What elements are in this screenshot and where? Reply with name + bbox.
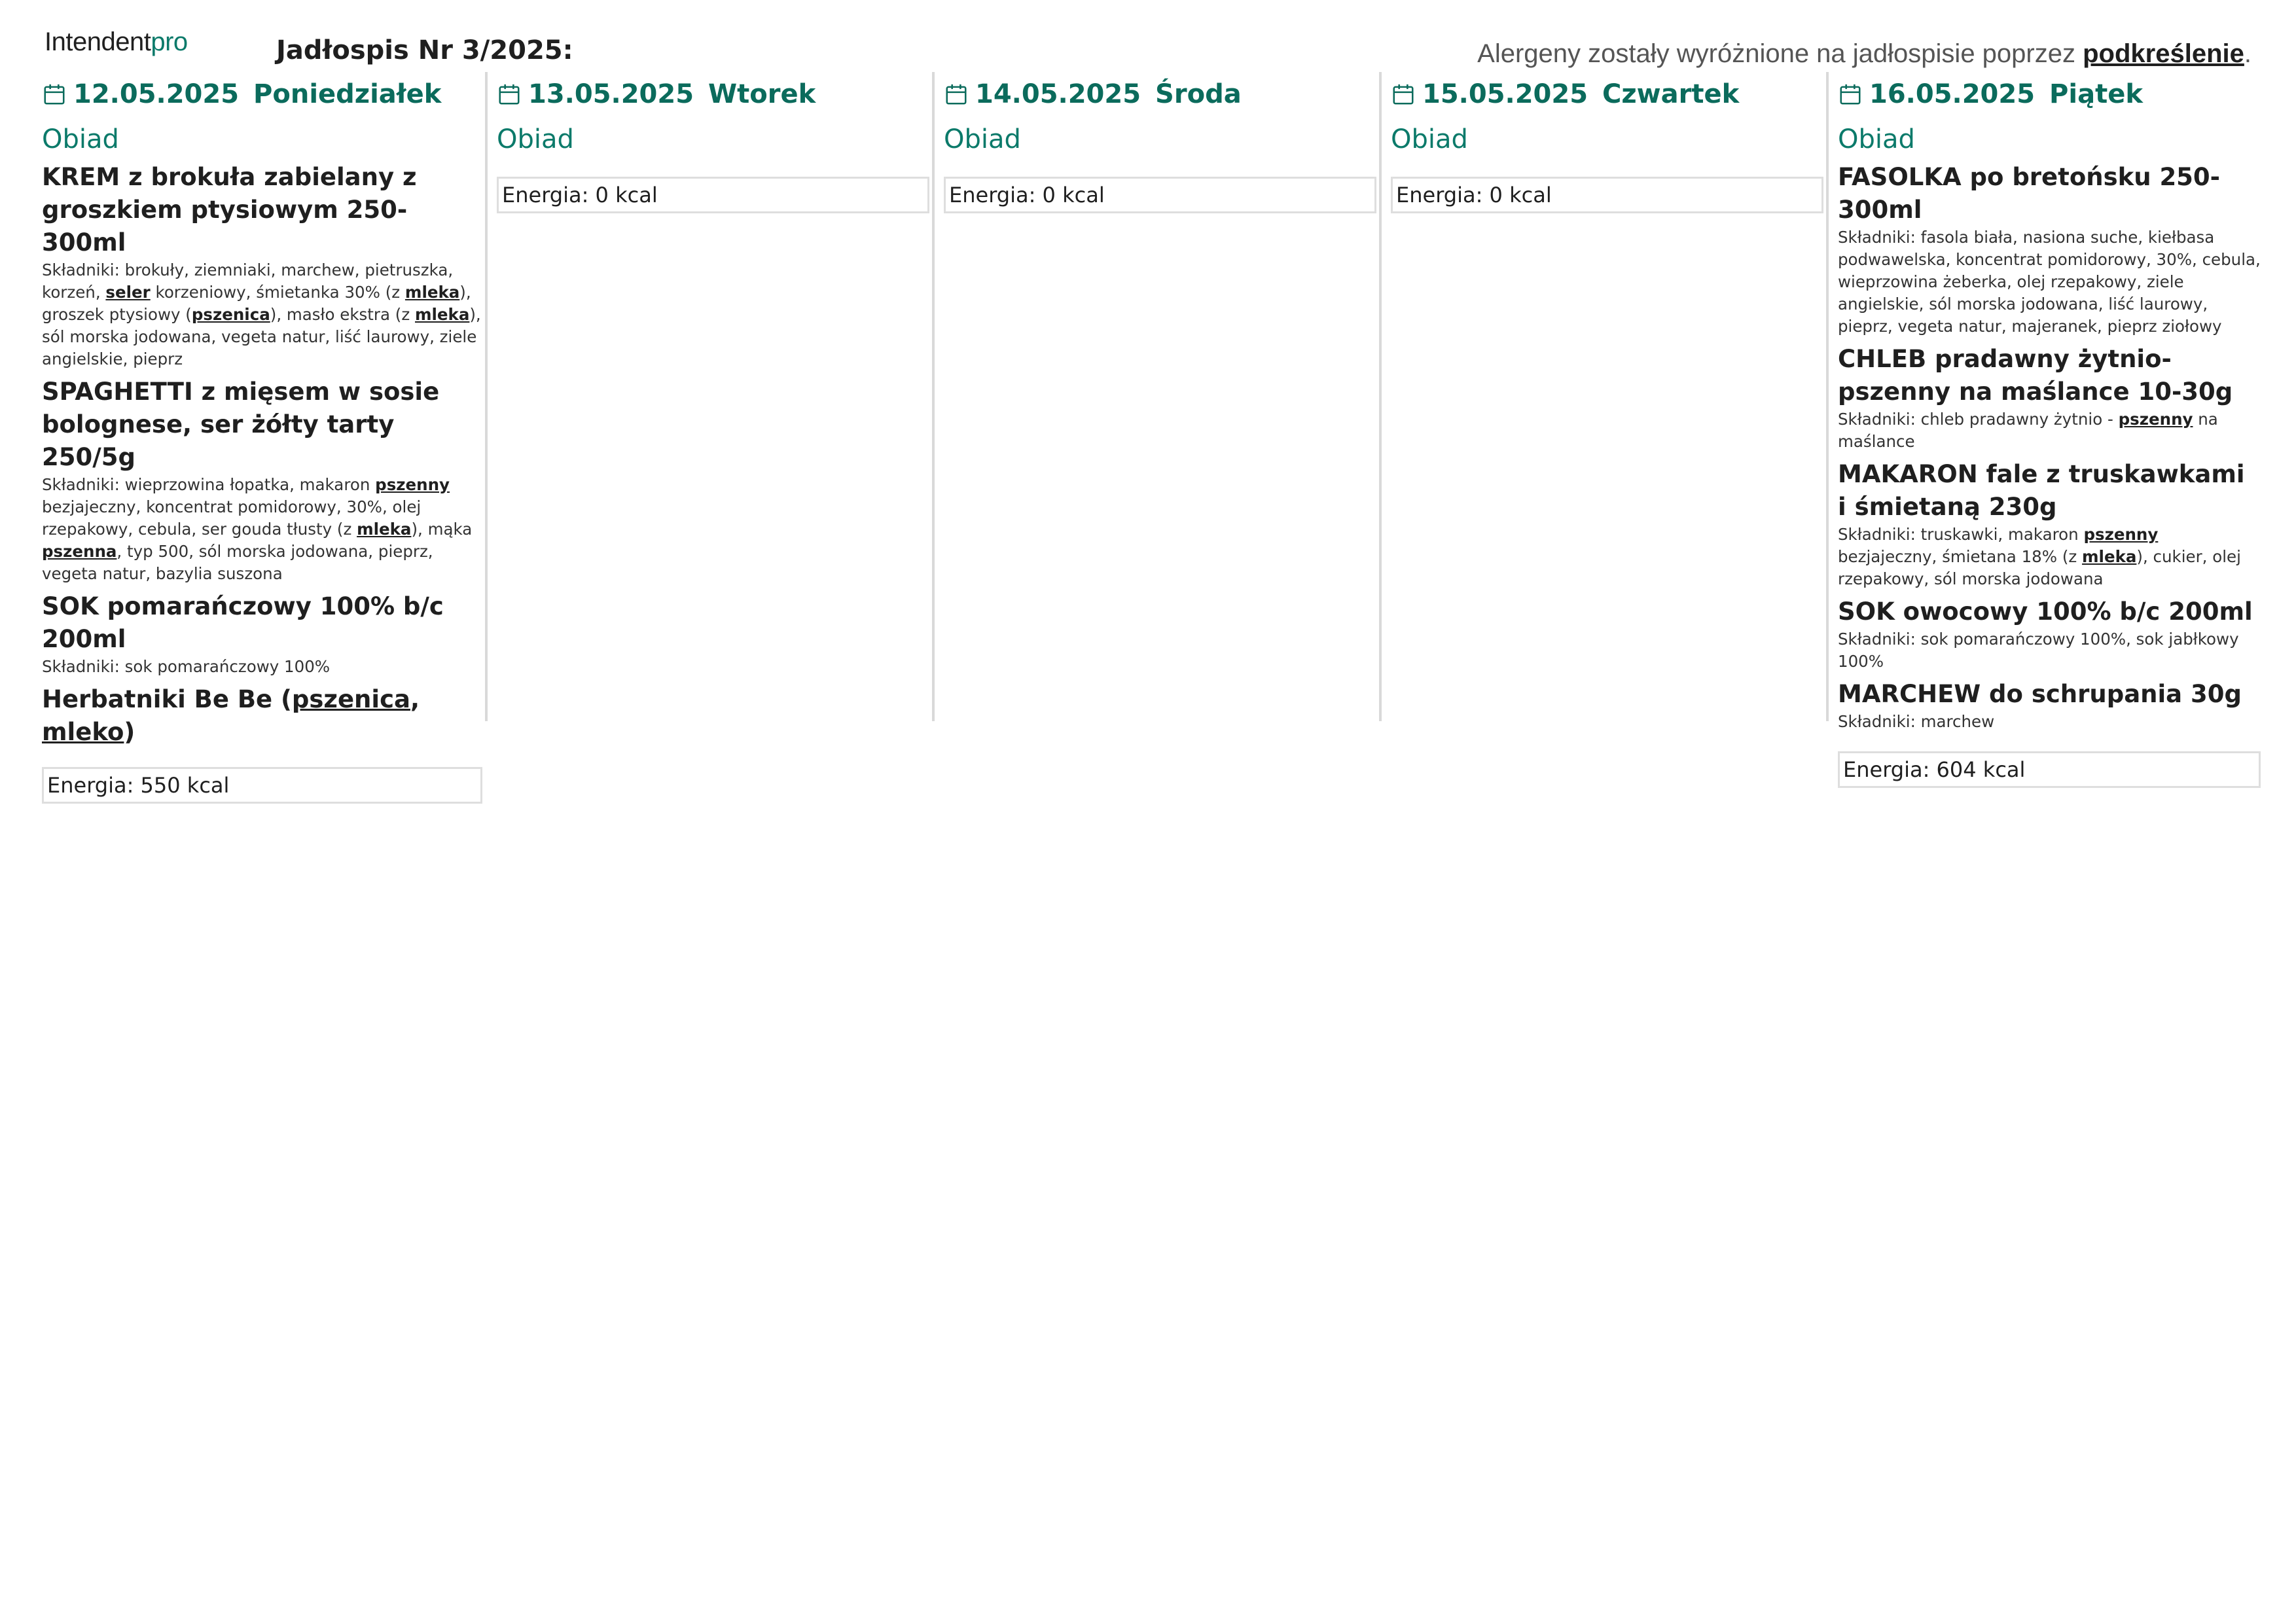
allergen-highlight: pszenny [2083, 525, 2159, 544]
day-name: Poniedziałek [253, 79, 442, 109]
dish-ingredients [1838, 628, 2261, 673]
dish-name [1838, 678, 2261, 711]
energy-box [944, 177, 1376, 213]
dish-name [1838, 161, 2261, 226]
meal-label: Obiad [1391, 124, 1468, 154]
ingredients-text: Składniki: fasola biała, nasiona suche, kiełbasa podwawelska, koncentrat pomidorowy, 30%, cebula, wieprzowina żeberka, olej rzepakowy, ziele angielskie, sól morska jodowana, liść laurowy, pieprz, vegeta natur, majeranek, pieprz ziołowy [1838, 228, 2261, 336]
day-name: Środa [1155, 79, 1242, 109]
energy-label: Energia: [47, 773, 134, 798]
allergen-highlight: mleko [42, 718, 124, 746]
dish-item [1838, 458, 2261, 590]
ingredients-text: , typ 500, sól morska jodowana, pieprz, vegeta natur, bazylia suszona [42, 542, 433, 583]
dish-name-text: KREM z brokuła zabielany z groszkiem ptysiowym 250-300ml [42, 163, 417, 257]
dish-item [42, 376, 482, 585]
dish-item [42, 590, 482, 678]
ingredients-text: Składniki: marchew [1838, 712, 1995, 731]
dish-name [42, 590, 482, 656]
dish-name-text: FASOLKA po bretońsku 250-300ml [1838, 163, 2221, 224]
energy-box [1391, 177, 1823, 213]
calendar-icon [944, 82, 969, 107]
dish-name-text: , [410, 685, 420, 713]
ingredients-text: Składniki: chleb pradawny żytnio - [1838, 410, 2119, 429]
meal-label: Obiad [1838, 124, 1915, 154]
day-column [41, 72, 488, 798]
logo-main: Intendent [45, 27, 151, 56]
ingredients-text: ), cukier, olej rzepakowy, sól morska jodowana [1838, 547, 2241, 588]
day-column [1829, 72, 2263, 782]
dish-item [1838, 678, 2261, 733]
energy-value: 0 kcal [595, 183, 658, 207]
energy-value: 0 kcal [1489, 183, 1552, 207]
dish-name [42, 161, 482, 259]
dish-name-text: Herbatniki Be Be ( [42, 685, 292, 713]
dish-name-text: MARCHEW do schrupania 30g [1838, 680, 2242, 708]
day-header [944, 76, 1376, 113]
calendar-icon [42, 82, 67, 107]
day-header [1391, 76, 1823, 113]
meal-label: Obiad [497, 124, 574, 154]
ingredients-text: korzeniowy, śmietanka 30% (z [150, 283, 405, 302]
day-column [935, 72, 1382, 721]
dish-name [42, 683, 482, 749]
ingredients-text: ), mąka [411, 520, 473, 539]
ingredients-text: Składniki: truskawki, makaron [1838, 525, 2084, 544]
day-date: 12.05.2025 [73, 79, 240, 109]
dish-name [1838, 596, 2261, 628]
energy-label: Energia: [1843, 757, 1930, 782]
dish-name [1838, 343, 2261, 408]
ingredients-text: Składniki: wieprzowina łopatka, makaron [42, 475, 376, 494]
dish-name-text: ) [124, 718, 135, 746]
day-header [497, 76, 929, 113]
dish-name [1838, 458, 2261, 524]
ingredients-text: ), groszek ptysiowy ( [42, 283, 471, 324]
energy-box [42, 767, 482, 804]
day-name: Wtorek [708, 79, 816, 109]
dish-item [1838, 596, 2261, 673]
energy-value: 550 kcal [140, 773, 230, 798]
allergen-highlight: seler [105, 283, 151, 302]
day-date: 14.05.2025 [975, 79, 1141, 109]
page-title: Jadłospis Nr 3/2025: [276, 35, 573, 65]
dish-ingredients [1838, 524, 2261, 590]
energy-box [1838, 751, 2261, 788]
allergen-highlight: mleka [404, 283, 460, 302]
calendar-icon [1391, 82, 1416, 107]
dish-name [42, 376, 482, 474]
day-column [488, 72, 935, 721]
calendar-icon [497, 82, 522, 107]
energy-value: 604 kcal [1936, 757, 2026, 782]
energy-label: Energia: [502, 183, 589, 207]
dish-item [42, 161, 482, 370]
allergen-highlight: pszenny [2118, 410, 2193, 429]
dish-name-text: MAKARON fale z truskawkami i śmietaną 230g [1838, 460, 2245, 521]
allergen-highlight: pszenica [191, 305, 270, 324]
day-name: Piątek [2049, 79, 2143, 109]
dish-name-text: SOK pomarańczowy 100% b/c 200ml [42, 592, 444, 653]
energy-label: Energia: [949, 183, 1036, 207]
allergen-note [1477, 39, 2251, 69]
allergen-highlight: mleka [2082, 547, 2137, 566]
dish-name-text: CHLEB pradawny żytnio- pszenny na maślance 10-30g [1838, 345, 2233, 406]
day-name: Czwartek [1602, 79, 1740, 109]
energy-box [497, 177, 929, 213]
day-header [42, 76, 482, 113]
allergen-note-text: Alergeny zostały wyróżnione na jadłospisie poprzez [1477, 39, 2083, 68]
energy-label: Energia: [1396, 183, 1483, 207]
dish-item [1838, 343, 2261, 453]
dish-ingredients [42, 474, 482, 585]
energy-value: 0 kcal [1042, 183, 1105, 207]
dish-item [42, 683, 482, 749]
ingredients-text: na maślance [1838, 410, 2218, 451]
meal-label: Obiad [42, 124, 119, 154]
ingredients-text: bezjajeczny, śmietana 18% (z [1838, 547, 2083, 566]
dish-ingredients [1838, 226, 2261, 338]
week-columns [41, 72, 2263, 798]
allergen-note-suffix: . [2244, 39, 2251, 68]
allergen-highlight: pszenny [375, 475, 450, 494]
allergen-highlight: mleka [357, 520, 412, 539]
day-header [1838, 76, 2261, 113]
ingredients-text: bezjajeczny, koncentrat pomidorowy, 30%, olej rzepakowy, cebula, ser gouda tłusty (z [42, 497, 422, 539]
calendar-icon [1838, 82, 1863, 107]
dish-item [1838, 161, 2261, 338]
day-column [1382, 72, 1829, 721]
dish-name-text: SPAGHETTI z mięsem w sosie bolognese, ser żółty tarty 250/5g [42, 378, 440, 471]
ingredients-text: ), masło ekstra (z [270, 305, 415, 324]
allergen-highlight: pszenica [291, 685, 410, 713]
ingredients-text: ), sól morska jodowana, vegeta natur, liść laurowy, ziele angielskie, pieprz [42, 305, 481, 368]
meal-label: Obiad [944, 124, 1021, 154]
allergen-note-emphasis: podkreślenie [2083, 39, 2244, 68]
dish-ingredients [1838, 408, 2261, 453]
dish-ingredients [1838, 711, 2261, 733]
ingredients-text: Składniki: sok pomarańczowy 100% [42, 657, 331, 676]
ingredients-text: Składniki: brokuły, ziemniaki, marchew, pietruszka, korzeń, [42, 260, 454, 302]
day-date: 16.05.2025 [1869, 79, 2036, 109]
dish-ingredients [42, 259, 482, 370]
logo [45, 27, 188, 57]
ingredients-text: Składniki: sok pomarańczowy 100%, sok jabłkowy 100% [1838, 630, 2239, 671]
dish-name-text: SOK owocowy 100% b/c 200ml [1838, 597, 2253, 626]
day-date: 13.05.2025 [528, 79, 694, 109]
day-date: 15.05.2025 [1422, 79, 1588, 109]
dish-ingredients [42, 656, 482, 678]
logo-accent: pro [151, 27, 188, 56]
allergen-highlight: pszenna [42, 542, 117, 561]
allergen-highlight: mleka [415, 305, 470, 324]
